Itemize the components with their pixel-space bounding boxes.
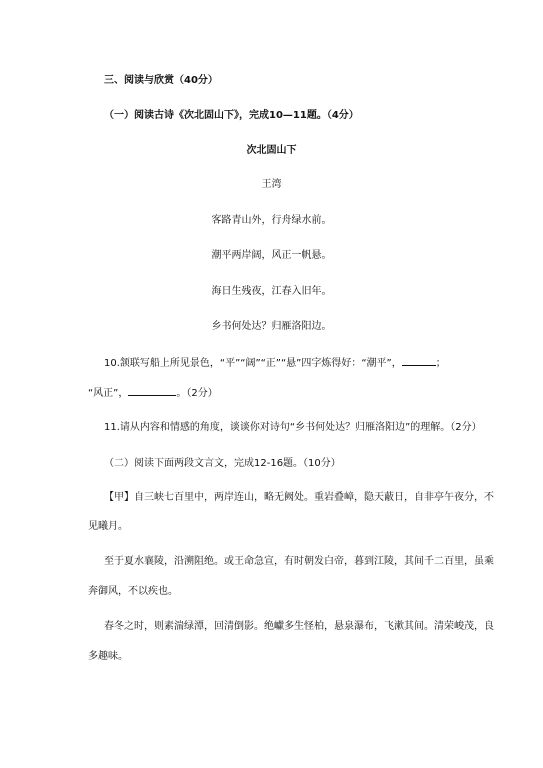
answer-blank-1[interactable] — [402, 355, 436, 366]
section-heading: 三、阅读与欣赏（40分） — [104, 75, 218, 86]
question-10-line-2 — [88, 385, 218, 401]
poem-title: 次北固山下 — [246, 145, 297, 156]
poem-line-2: 潮平两岸阔，风正一帆悬。 — [211, 250, 332, 261]
passage-1-line-2: 见曦月。 — [88, 521, 128, 532]
passage-3-line-2: 多趣味。 — [88, 651, 128, 662]
question-10-line-1 — [104, 355, 446, 371]
poem-author: 王湾 — [261, 179, 282, 190]
question-10-score: 。（2分） — [176, 388, 218, 399]
part1-heading: （一）阅读古诗《次北固山下》，完成10—11题。（4分） — [104, 110, 359, 121]
part2-heading: （二）阅读下面两段文言文，完成12-16题。（10分） — [104, 458, 341, 469]
passage-1-line-1: 【甲】自三峡七百里中，两岸连山，略无阙处。重岩叠嶂，隐天蔽日，自非亭午夜分，不 — [104, 492, 494, 503]
question-11: 11.请从内容和情感的角度，谈谈你对诗句“乡书何处达？归雁洛阳边”的理解。（2分） — [104, 422, 482, 433]
question-10-wind-label: “风正”， — [88, 388, 129, 399]
poem-line-1: 客路青山外，行舟绿水前。 — [211, 215, 332, 226]
answer-blank-2[interactable] — [128, 385, 176, 396]
passage-3-line-1: 春冬之时，则素湍绿潭，回清倒影。绝巘多生怪柏，悬泉瀑布，飞漱其间。清荣峻茂，良 — [104, 621, 494, 632]
question-10-text: 10.颔联写船上所见景色，“平”“阔”“正”“悬”四字炼得好：“潮平”， — [104, 358, 402, 369]
poem-line-3: 海日生残夜，江春入旧年。 — [211, 286, 332, 297]
passage-2-line-1: 至于夏水襄陵，沿溯阻绝。或王命急宣，有时朝发白帝，暮到江陵，其间千二百里，虽乘 — [104, 556, 494, 567]
poem-line-4: 乡书何处达？归雁洛阳边。 — [211, 321, 332, 332]
passage-2-line-2: 奔御风，不以疾也。 — [88, 586, 178, 597]
question-10-semicolon: ； — [435, 358, 446, 369]
